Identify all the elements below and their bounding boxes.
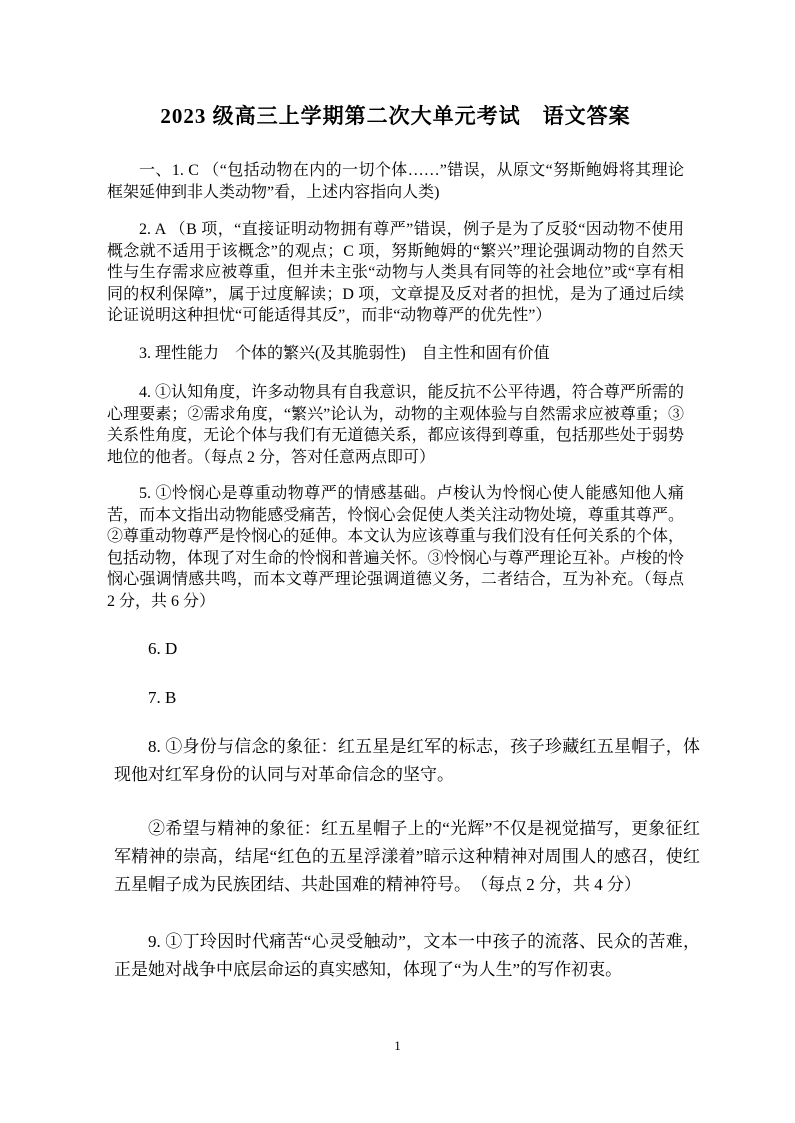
- answer-paragraph-1: 一、1. C （“包括动物在内的一切个体……”错误，从原文“努斯鲍姆将其理论框架延伸到非人类动物”看，上述内容指向人类): [107, 162, 684, 201]
- answer-paragraph-7: 7. B: [148, 688, 177, 707]
- answer-paragraph-8-point-1: 8. ①身份与信念的象征：红五星是红军的标志，孩子珍藏红五星帽子，体现他对红军身份的认同与对革命信念的坚守。: [114, 737, 700, 784]
- answer-paragraph-8-point-2: ②希望与精神的象征：红五星帽子上的“光辉”不仅是视觉描写，更象征红军精神的崇高，结尾“红色的五星浮漾着”暗示这种精神对周围人的感召，使红五星帽子成为民族团结、共赴国难的精神符号。 （每点 2 分，共 4 分）: [114, 819, 700, 894]
- answer-paragraph-9: 9. ①丁玲因时代痛苦“心灵受触动”，文本一中孩子的流落、民众的苦难，正是她对战争中底层命运的真实感知，体现了“为人生”的写作初衷。: [114, 932, 700, 979]
- answer-paragraph-6: 6. D: [148, 639, 178, 658]
- answer-paragraph-5: 5. ①怜悯心是尊重动物尊严的情感基础。卢梭认为怜悯心使人能感知他人痛苦，而本文指出动物能感受痛苦，怜悯心会促使人类关注动物处境，尊重其尊严。 ②尊重动物尊严是怜悯心的延伸。本文认为应该尊重与我们没有任何关系的个体，包括动物，体现了对生命的怜悯和普遍关怀。③怜悯心与尊严理论互补。卢梭的怜悯心强调情感共鸣，而本文尊严理论强调道德义务，二者结合，互为补充。（每点 2 分，共 6 分）: [107, 485, 684, 610]
- answer-paragraph-3: 3. 理性能力 个体的繁兴(及其脆弱性) 自主性和固有价值: [139, 344, 550, 362]
- page-number: 1: [394, 1038, 401, 1053]
- document-title: 2023 级高三上学期第二次大单元考试 语文答案: [160, 104, 631, 128]
- answer-paragraph-2: 2. A （B 项，“直接证明动物拥有尊严”错误，例子是为了反驳“因动物不使用概念就不适用于该概念”的观点；C 项，努斯鲍姆的“繁兴”理论强调动物的自然天性与生存需求应被尊重，但并未主张“动物与人类具有同等的社会地位”或“享有相同的权利保障”，属于过度解读；D 项，文章提及反对者的担忧，是为了通过后续论证说明这种担忧“可能适得其反”，而非“动物尊严的优先性”）: [107, 221, 684, 324]
- answer-paragraph-4: 4. ①认知角度，许多动物具有自我意识，能反抗不公平待遇，符合尊严所需的心理要素；②需求角度，“繁兴”论认为，动物的主观体验与自然需求应被尊重；③关系性角度，无论个体与我们有无道德关系，都应该得到尊重，包括那些处于弱势地位的他者。（每点 2 分，答对任意两点即可）: [107, 384, 684, 466]
